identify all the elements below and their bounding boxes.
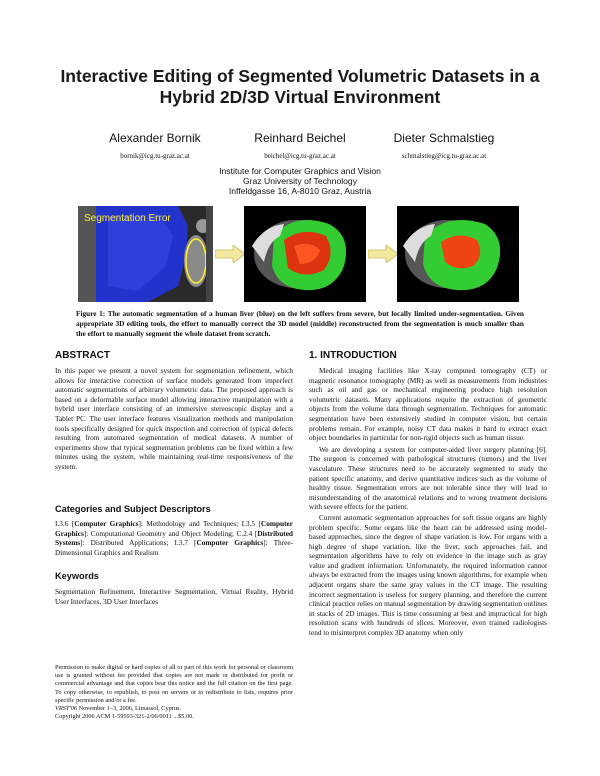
introduction-heading: 1. INTRODUCTION	[309, 350, 397, 361]
category-prefix: [	[194, 538, 197, 548]
category-suffix: ]: Three-Dimensional Graphics and Realism	[55, 538, 294, 557]
abstract-heading: ABSTRACT	[55, 350, 110, 361]
intro-paragraph: We are developing a system for computer-aided liver surgery planning [6]. The surgeon is concerned with pathological structures (tumors) and the liver vasculature. These structures need to be accurately segmented to study the patient specific anatomy, and derive quantitative indices such as the volume of healthy tissue. Segmentation errors are not tolerable since they will lead to misunderstanding of the anatomical relations and to wrong treatment decisions with severe effects for the patient.	[309, 444, 547, 512]
author-name: Alexander Bornik	[109, 131, 201, 145]
permission-text: Permission to make digital or hard copies of all or part of this work for personal or classroom use is granted without fee provided that copies are not made or distributed for profit or commercial advantage and that copies bear this notice and the full citation on the first page. To copy otherwise, to republish, to post on servers or to redistribute to lists, requires prior specific permission and/or a fee.	[55, 664, 293, 704]
author-email: bornik@icg.tu-graz.ac.at	[120, 152, 190, 160]
arrow-right-icon	[368, 245, 398, 263]
segmentation-error-label: Segmentation Error	[84, 213, 171, 224]
category-name: Distributed Systems	[55, 528, 293, 548]
author-name: Reinhard Beichel	[254, 131, 346, 145]
affiliation-institute: Institute for Computer Graphics and Vision	[219, 166, 381, 176]
copyright-line: Copyright 2006 ACM 1-59593-321-2/06/0011 ...$5.00.	[55, 713, 194, 721]
category-prefix: I.3.6 [	[55, 519, 75, 528]
corrected-liver-image	[397, 206, 519, 302]
category-name: Computer Graphics	[74, 519, 139, 528]
category-suffix: ]: Distributed Applications; I.3.7	[80, 538, 188, 548]
category-name: Computer Graphics	[55, 519, 293, 538]
arrow-right-icon	[215, 245, 245, 263]
figure-corrected-model	[397, 206, 519, 302]
category-suffix: ]: Methodology and Techniques; I.3.5	[138, 519, 256, 528]
venue-details: November 1–3, 2006, Limassol, Cyprus.	[77, 705, 182, 713]
category-name: Computer Graphics	[196, 538, 264, 548]
venue-name: VRST'06	[55, 705, 77, 713]
author-email: beichel@icg.tu-graz.ac.at	[264, 152, 336, 160]
abstract-text: In this paper we present a novel system for segmentation refinement, which allows for interactive correction of surface models generated from imperfect automatic segmentations of arbitrary volumetric data. The proposed approach is based on a deformable surface model allowing interactive manipulation with a hybrid user interface consisting of an immersive stereoscopic display and a Tablet PC. The user interface features visualization methods and manipulation tools specifically designed for quick inspection and correction of typical defects resulting from automated segmentation of medical datasets. A number of experiments show that typical segmentation problems can be fixed within a few minutes using the system, while maintaining real-time responsiveness of the system.	[55, 366, 293, 471]
introduction-text	[309, 366, 547, 638]
affiliation	[150, 166, 450, 196]
paper-title: Interactive Editing of Segmented Volumetric Datasets in a Hybrid 2D/3D Virtual Environment	[60, 66, 540, 107]
liver-model-image	[244, 206, 366, 302]
figure-ct-slice	[78, 206, 213, 302]
permission-notice	[55, 664, 293, 721]
affiliation-university: Graz University of Technology	[243, 176, 357, 186]
figure-3d-model	[244, 206, 366, 302]
keywords-heading: Keywords	[55, 571, 99, 581]
intro-paragraph: Medical imaging facilities like X-ray computed tomography (CT) or magnetic resonance tomography (MR) as well as measurements from industries such as oil and gas or mechanical engineering produce high resolution volumetric datasets. Many applications require the extraction of geometric objects from the volume data through segmentation. Techniques for automatic segmentation have been extensively studied in computer vision, but certain problems remain. For example, noisy CT data makes it hard to extract exact object boundaries in particular for non-rigid objects such as human tissue.	[309, 366, 547, 443]
category-suffix: ]: Computational Geometry and Object Modeling; C.2.4 [	[83, 528, 258, 538]
figure-caption: Figure 1: The automatic segmentation of a human liver (blue) on the left suffers from severe, but locally limited under-segmentation. Given appropriate 3D editing tools, the effort to manually correct the 3D model (middle) reconstructed from the segmentation is much smaller than the effort to manually segment the whole dataset from scratch.	[76, 309, 524, 338]
author-name: Dieter Schmalstieg	[393, 131, 495, 145]
category-prefix: [	[258, 519, 261, 528]
affiliation-address: Inffeldgasse 16, A-8010 Graz, Austria	[228, 186, 372, 196]
keywords-text: Segmentation Refinement, Interactive Segmentation, Virtual Reality, Hybrid User Interfaces, 3D User Interfaces	[55, 587, 293, 606]
intro-paragraph: Current automatic segmentation approaches for soft tissue organs are highly problem specific. Some organs like the heart can be addressed using model-based approaches, since the degree of shape variation is low. For organs with a high degree of shape variation, like the liver, such approaches fail, and segmentation algorithms have to rely on evidence in the image such as gray value and gradient information. Unfortunately, the required information cannot always be extracted from the images using known algorithms, for example when adjacent organs share the same gray values in the CT image. The resulting incorrect segmentation is useless for surgery planning, and therefore the current clinical practice relies on manual segmentation by drawing segmentation outlines in stacks of 2D images. This is time consuming at best and impractical for high resolution scans with hundreds of slices. Moreover, even trained radiologists tend to misinterpret complex 3D anatomy when only	[309, 512, 547, 638]
categories-text	[55, 519, 293, 557]
categories-heading: Categories and Subject Descriptors	[55, 504, 211, 514]
author-email: schmalstieg@icg.tu-graz.ac.at	[401, 152, 487, 160]
